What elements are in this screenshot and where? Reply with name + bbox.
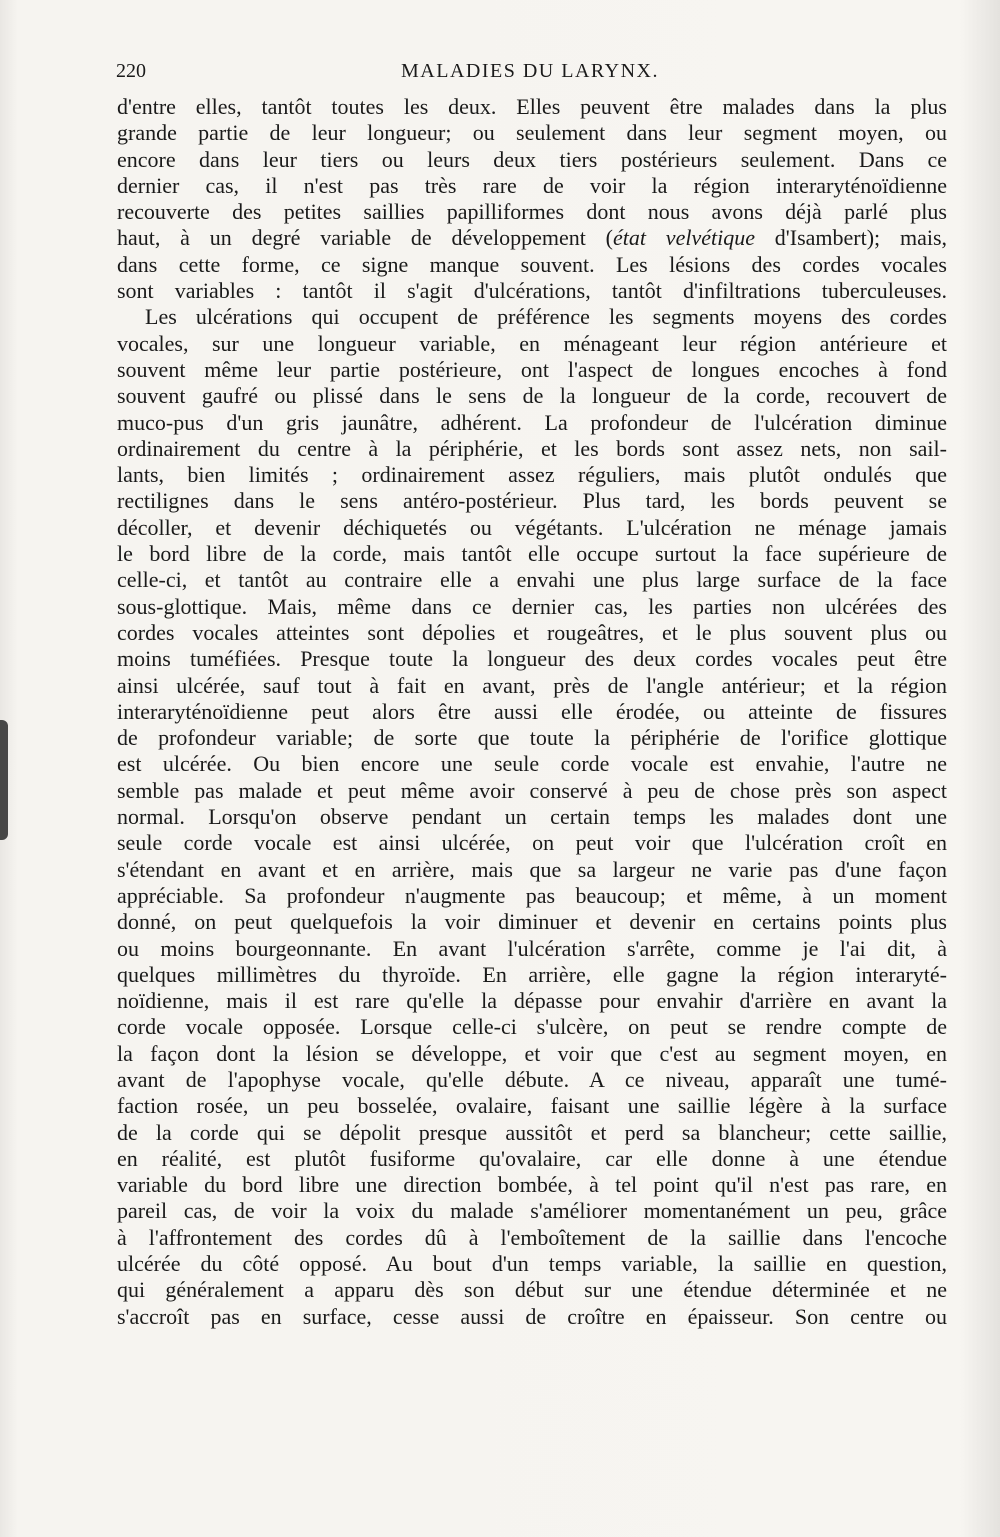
text-line: de profondeur variable; de sorte que toute la périphérie de l'orifice glottique xyxy=(117,725,947,751)
text-line: ordinairement du centre à la périphérie, et les bords sont assez nets, non sail- xyxy=(117,435,947,461)
paragraph-2 xyxy=(117,304,947,1330)
text-line: faction rosée, un peu bosselée, ovalaire, faisant une saillie légère à la surface xyxy=(117,1093,947,1119)
text-line: sont variables : tantôt il s'agit d'ulcérations, tantôt d'infiltrations tuberculeuses. xyxy=(117,278,947,304)
text-line: ainsi ulcérée, sauf tout à fait en avant, près de l'angle antérieur; et la région xyxy=(117,672,947,698)
text-line: rectilignes dans le sens antéro-postérieur. Plus tard, les bords peuvent se xyxy=(117,488,947,514)
binding-shadow xyxy=(0,720,8,840)
text-line: lants, bien limités ; ordinairement assez réguliers, mais plutôt ondulés que xyxy=(117,462,947,488)
text-line: est ulcérée. Ou bien encore une seule corde vocale est envahie, l'autre ne xyxy=(117,751,947,777)
text-line: corde vocale opposée. Lorsque celle-ci s'ulcère, on peut se rendre compte de xyxy=(117,1014,947,1040)
text-line: donné, on peut quelquefois la voir diminuer et devenir en certains points plus xyxy=(117,909,947,935)
text-line: encore dans leur tiers ou leurs deux tiers postérieurs seulement. Dans ce xyxy=(117,146,947,172)
text-line: variable du bord libre une direction bombée, à tel point qu'il n'est pas rare, en xyxy=(117,1172,947,1198)
running-title: MALADIES DU LARYNX. xyxy=(401,60,659,82)
text-line: souvent même leur partie postérieure, ont l'aspect de longues encoches à fond xyxy=(117,356,947,382)
text-line: ou moins bourgeonnante. En avant l'ulcération s'arrête, comme je l'ai dit, à xyxy=(117,935,947,961)
text-line: dernier cas, il n'est pas très rare de voir la région interaryténoïdienne xyxy=(117,172,947,198)
text-line: normal. Lorsqu'on observe pendant un certain temps les malades dont une xyxy=(117,804,947,830)
text-line: d'entre elles, tantôt toutes les deux. Elles peuvent être malades dans la plus xyxy=(117,94,947,119)
text-line: moins tuméfiées. Presque toute la longueur des deux cordes vocales peut être xyxy=(117,646,947,672)
text-line: noïdienne, mais il est rare qu'elle la dépasse pour envahir d'arrière en avant la xyxy=(117,988,947,1014)
text-line: celle-ci, et tantôt au contraire elle a envahi une plus large surface de la face xyxy=(117,567,947,593)
text-line: de la corde qui se dépolit presque aussitôt et perd sa blancheur; cette saillie, xyxy=(117,1119,947,1145)
paragraph-1 xyxy=(117,94,947,304)
text-line: quelques millimètres du thyroïde. En arrière, elle gagne la région interaryté- xyxy=(117,961,947,987)
text-line: grande partie de leur longueur; ou seulement dans leur segment moyen, ou xyxy=(117,120,947,146)
text-line: s'étendant en avant et en arrière, mais que sa largeur ne varie pas d'une façon xyxy=(117,856,947,882)
text-line: souvent gaufré ou plissé dans le sens de la longueur de la corde, recouvert de xyxy=(117,383,947,409)
text-line: s'accroît pas en surface, cesse aussi de croître en épaisseur. Son centre ou xyxy=(117,1303,947,1329)
text-line: Les ulcérations qui occupent de préférence les segments moyens des cordes xyxy=(145,304,947,330)
text-line: haut, à un degré variable de développement (état velvétique d'Isambert); mais, xyxy=(117,225,948,251)
text-line: interaryténoïdienne peut alors être aussi elle érodée, ou atteinte de fissures xyxy=(117,698,947,724)
text-line: seule corde vocale est ainsi ulcérée, on peut voir que l'ulcération croît en xyxy=(117,830,947,856)
italic-term: état velvétique xyxy=(613,225,755,251)
text-line: cordes vocales atteintes sont dépolies et rougeâtres, et le plus souvent plus ou xyxy=(117,619,947,645)
text-line: qui généralement a apparu dès son début sur une étendue déterminée et ne xyxy=(117,1277,947,1303)
text-line: appréciable. Sa profondeur n'augmente pas beaucoup; et même, à un moment xyxy=(117,882,947,908)
text-line: vocales, sur une longueur variable, en ménageant leur région antérieure et xyxy=(117,330,947,356)
text-line: recouverte des petites saillies papilliformes dont nous avons déjà parlé plus xyxy=(117,199,947,225)
text-line: ulcérée du côté opposé. Au bout d'un temps variable, la saillie en question, xyxy=(117,1251,947,1277)
text-line: muco-pus d'un gris jaunâtre, adhérent. La profondeur de l'ulcération diminue xyxy=(117,409,947,435)
page-header xyxy=(116,60,944,90)
text-line: décoller, et devenir déchiquetés ou végétants. L'ulcération ne ménage jamais xyxy=(117,514,947,540)
text-line: en réalité, est plutôt fusiforme qu'ovalaire, car elle donne à une étendue xyxy=(117,1145,947,1171)
text-line: semble pas malade et peut même avoir conservé à peu de chose près son aspect xyxy=(117,777,947,803)
text-line: avant de l'apophyse vocale, qu'elle débute. A ce niveau, apparaît une tumé- xyxy=(117,1066,947,1092)
text-line: pareil cas, de voir la voix du malade s'améliorer momentanément un peu, grâce xyxy=(117,1198,947,1224)
text-line: dans cette forme, ce signe manque souvent. Les lésions des cordes vocales xyxy=(117,251,947,277)
text-line: sous-glottique. Mais, même dans ce dernier cas, les parties non ulcérées des xyxy=(117,593,947,619)
page-number: 220 xyxy=(116,60,146,82)
text-line: la façon dont la lésion se développe, et voir que c'est au segment moyen, en xyxy=(117,1040,947,1066)
text-line: le bord libre de la corde, mais tantôt elle occupe surtout la face supérieure de xyxy=(117,541,947,567)
text-line: à l'affrontement des cordes dû à l'emboîtement de la saillie dans l'encoche xyxy=(117,1224,947,1250)
body-text xyxy=(117,94,947,1330)
